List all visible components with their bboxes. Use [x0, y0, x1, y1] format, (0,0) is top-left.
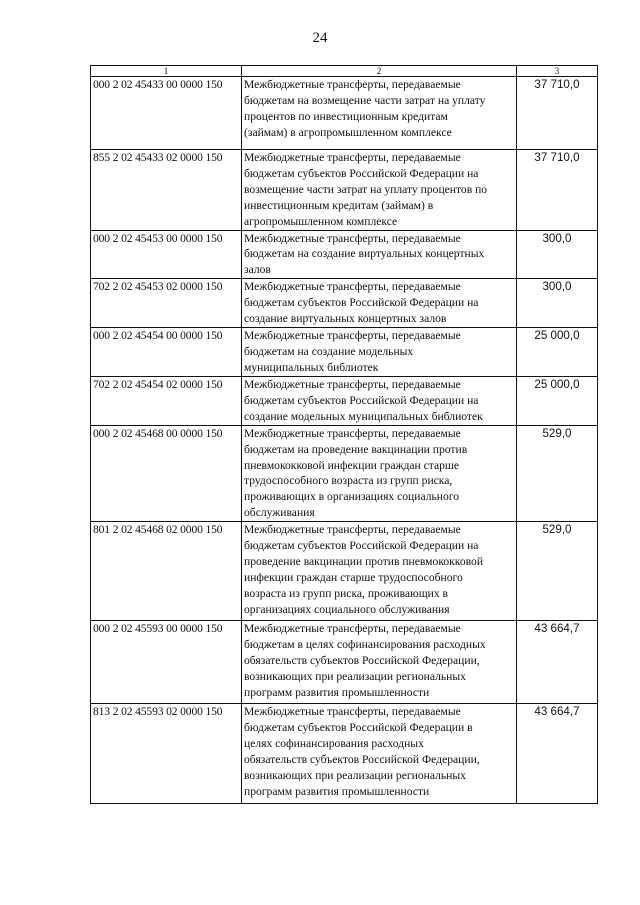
- classification-code: 855 2 02 45433 02 0000 150: [91, 150, 242, 231]
- amount-value: 43 664,7: [517, 704, 598, 804]
- table-row: [91, 150, 598, 231]
- classification-code: 702 2 02 45453 02 0000 150: [91, 279, 242, 328]
- classification-code: 702 2 02 45454 02 0000 150: [91, 376, 242, 425]
- amount-value: 529,0: [517, 522, 598, 621]
- amount-value: 300,0: [517, 230, 598, 279]
- classification-code: 000 2 02 45593 00 0000 150: [91, 621, 242, 704]
- transfer-description: Межбюджетные трансферты, передаваемые бюджетам субъектов Российской Федерации на создание виртуальных концертных залов: [242, 279, 517, 328]
- amount-value: 37 710,0: [517, 150, 598, 231]
- table-body: [91, 66, 598, 804]
- transfer-description: Межбюджетные трансферты, передаваемые бюджетам на создание виртуальных концертных залов: [242, 230, 517, 279]
- table-row: [91, 328, 598, 377]
- column-number-2: 2: [242, 66, 517, 77]
- amount-value: 25 000,0: [517, 376, 598, 425]
- column-number-3: 3: [517, 66, 598, 77]
- table-row: [91, 522, 598, 621]
- table-row: [91, 77, 598, 150]
- table-row: [91, 425, 598, 521]
- transfer-description: Межбюджетные трансферты, передаваемые бюджетам на создание модельных муниципальных библиотек: [242, 328, 517, 377]
- amount-value: 300,0: [517, 279, 598, 328]
- classification-code: 813 2 02 45593 02 0000 150: [91, 704, 242, 804]
- transfer-description: Межбюджетные трансферты, передаваемые бюджетам в целях софинансирования расходных обязательств субъектов Российской Федерации, возникающих при реализации региональных программ развития промышленности: [242, 621, 517, 704]
- classification-code: 000 2 02 45433 00 0000 150: [91, 77, 242, 150]
- amount-value: 529,0: [517, 425, 598, 521]
- amount-value: 43 664,7: [517, 621, 598, 704]
- page-number: 24: [312, 30, 328, 46]
- column-number-1: 1: [91, 66, 242, 77]
- table-row: [91, 621, 598, 704]
- transfer-description: Межбюджетные трансферты, передаваемые бюджетам на проведение вакцинации против пневмококковой инфекции граждан старше трудоспособного возраста из групп риска, проживающих в организациях социального обслуживания: [242, 425, 517, 521]
- amount-value: 25 000,0: [517, 328, 598, 377]
- transfer-description: Межбюджетные трансферты, передаваемые бюджетам субъектов Российской Федерации на проведение вакцинации против пневмококковой инфекции граждан старше трудоспособного возраста из групп риска, проживающих в организациях социального обслуживания: [242, 522, 517, 621]
- transfer-description: Межбюджетные трансферты, передаваемые бюджетам субъектов Российской Федерации на создание модельных муниципальных библиотек: [242, 376, 517, 425]
- transfer-description: Межбюджетные трансферты, передаваемые бюджетам субъектов Российской Федерации в целях софинансирования расходных обязательств субъектов Российской Федерации, возникающих при реализации региональных программ развития промышленности: [242, 704, 517, 804]
- classification-code: 801 2 02 45468 02 0000 150: [91, 522, 242, 621]
- table-row: [91, 704, 598, 804]
- amount-value: 37 710,0: [517, 77, 598, 150]
- column-number-row: [91, 66, 598, 77]
- classification-code: 000 2 02 45454 00 0000 150: [91, 328, 242, 377]
- table-row: [91, 376, 598, 425]
- classification-code: 000 2 02 45468 00 0000 150: [91, 425, 242, 521]
- table-row: [91, 230, 598, 279]
- transfer-description: Межбюджетные трансферты, передаваемые бюджетам субъектов Российской Федерации на возмещение части затрат на уплату процентов по инвестиционным кредитам (займам) в агропромышленном комплексе: [242, 150, 517, 231]
- classification-code: 000 2 02 45453 00 0000 150: [91, 230, 242, 279]
- budget-table: [90, 65, 598, 804]
- transfer-description: Межбюджетные трансферты, передаваемые бюджетам на возмещение части затрат на уплату процентов по инвестиционным кредитам (займам) в агропромышленном комплексе: [242, 77, 517, 150]
- table-row: [91, 279, 598, 328]
